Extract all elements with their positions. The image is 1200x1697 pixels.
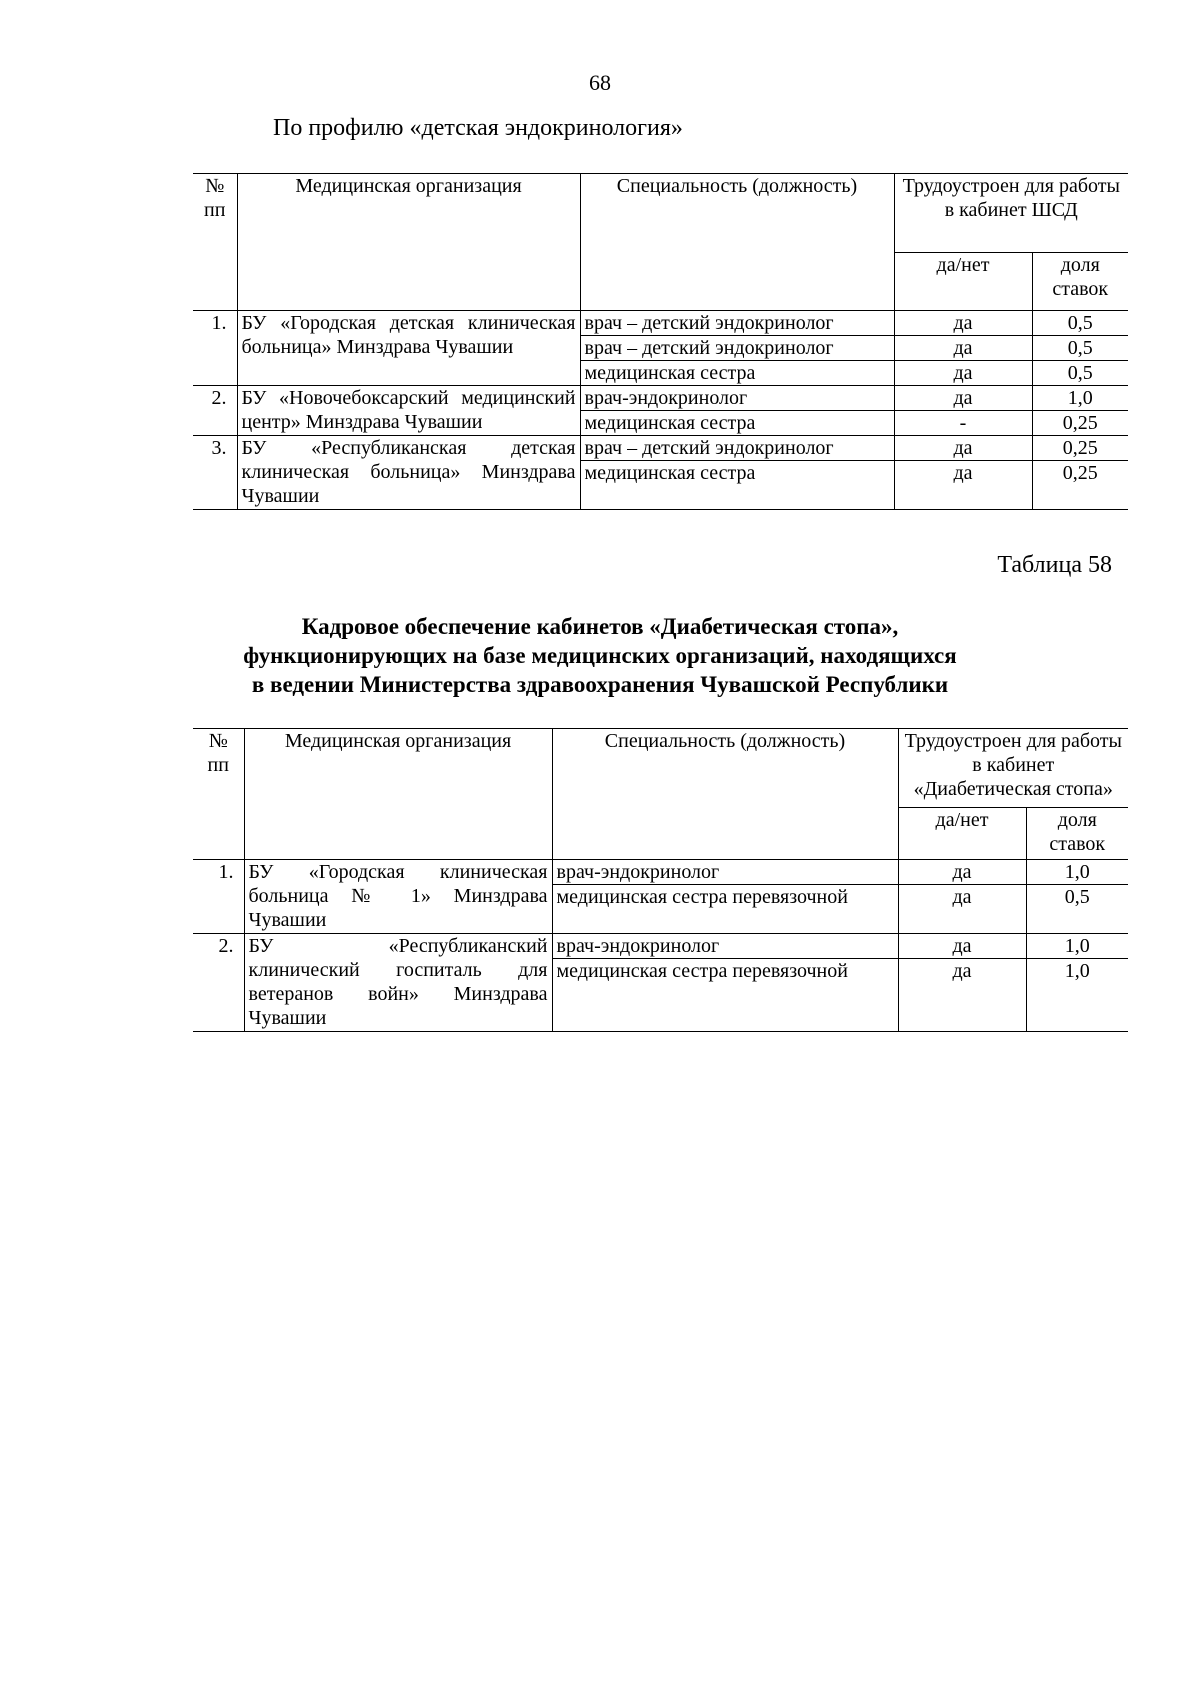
row-spec: врач – детский эндокринолог bbox=[580, 311, 894, 336]
row-rate: 0,5 bbox=[1032, 361, 1128, 386]
table-label: Таблица 58 bbox=[997, 552, 1112, 578]
row-yesno: да bbox=[894, 436, 1032, 461]
row-yesno: - bbox=[894, 411, 1032, 436]
header-spec: Специальность (должность) bbox=[552, 729, 898, 860]
row-spec: медицинская сестра bbox=[580, 461, 894, 510]
header-yesno: да/нет bbox=[898, 808, 1026, 860]
row-spec: медицинская сестра bbox=[580, 361, 894, 386]
row-org: БУ «Республиканский клинический госпиталь для ветеранов войн» Минздрава Чувашии bbox=[244, 934, 552, 1032]
table-title bbox=[0, 612, 1200, 699]
table-title-line: в ведении Министерства здравоохранения Чувашской Республики bbox=[251, 672, 949, 697]
row-yesno: да bbox=[894, 461, 1032, 510]
row-num: 2. bbox=[211, 387, 227, 409]
table-row bbox=[193, 934, 1128, 959]
table-row bbox=[193, 860, 1128, 885]
row-rate: 1,0 bbox=[1026, 860, 1128, 885]
row-yesno: да bbox=[894, 311, 1032, 336]
header-num: № пп bbox=[207, 730, 229, 776]
header-rate: доля ставок bbox=[1026, 808, 1128, 860]
row-yesno: да bbox=[894, 336, 1032, 361]
row-yesno: да bbox=[894, 361, 1032, 386]
row-yesno: да bbox=[894, 386, 1032, 411]
row-org: БУ «Городская клиническая больница № 1» Минздрава Чувашии bbox=[244, 860, 552, 934]
row-num: 2. bbox=[193, 934, 244, 1032]
row-org: БУ «Республиканская детская клиническая больница» Минздрава Чувашии bbox=[237, 436, 580, 510]
row-spec: медицинская сестра bbox=[580, 411, 894, 436]
table-row bbox=[193, 436, 1128, 461]
row-yesno: да bbox=[898, 959, 1026, 1032]
header-employed: Трудоустроен для работы в кабинет «Диабетическая стопа» bbox=[898, 729, 1128, 808]
row-rate: 1,0 bbox=[1026, 934, 1128, 959]
row-spec: врач – детский эндокринолог bbox=[580, 336, 894, 361]
row-yesno: да bbox=[898, 934, 1026, 959]
row-rate: 1,0 bbox=[1026, 959, 1128, 1032]
row-org: БУ «Городская детская клиническая больница» Минздрава Чувашии bbox=[237, 311, 580, 386]
header-employed: Трудоустроен для работы в кабинет ШСД bbox=[894, 174, 1128, 253]
row-rate: 0,5 bbox=[1026, 885, 1128, 934]
table-title-line: Кадровое обеспечение кабинетов «Диабетическая стопа», bbox=[301, 614, 899, 639]
row-spec: врач – детский эндокринолог bbox=[580, 436, 894, 461]
row-rate: 1,0 bbox=[1032, 386, 1128, 411]
row-rate: 0,5 bbox=[1032, 311, 1128, 336]
table-row bbox=[193, 311, 1128, 336]
row-spec: врач-эндокринолог bbox=[552, 860, 898, 885]
row-num: 3. bbox=[193, 436, 237, 510]
page-number: 68 bbox=[589, 70, 611, 95]
row-spec: медицинская сестра перевязочной bbox=[552, 885, 898, 934]
row-num: 1. bbox=[218, 861, 234, 883]
row-spec: врач-эндокринолог bbox=[580, 386, 894, 411]
header-spec: Специальность (должность) bbox=[580, 174, 894, 311]
row-org: БУ «Новочебоксарский медицинский центр» Минздрава Чувашии bbox=[237, 386, 580, 436]
row-yesno: да bbox=[898, 885, 1026, 934]
row-rate: 0,25 bbox=[1032, 411, 1128, 436]
staffing-table-pediatric bbox=[193, 173, 1128, 510]
row-yesno: да bbox=[898, 860, 1026, 885]
row-rate: 0,25 bbox=[1032, 436, 1128, 461]
table-title-line: функционирующих на базе медицинских организаций, находящихся bbox=[243, 643, 957, 668]
header-org: Медицинская организация bbox=[237, 174, 580, 311]
profile-heading: По профилю «детская эндокринология» bbox=[273, 115, 683, 141]
header-num: № пп bbox=[204, 175, 226, 221]
header-yesno: да/нет bbox=[894, 253, 1032, 311]
row-rate: 0,5 bbox=[1032, 336, 1128, 361]
row-num: 1. bbox=[211, 312, 227, 334]
table-row bbox=[193, 386, 1128, 411]
row-rate: 0,25 bbox=[1032, 461, 1128, 510]
header-org: Медицинская организация bbox=[244, 729, 552, 860]
staffing-table-diabetic-foot bbox=[193, 728, 1128, 1032]
header-rate: доля ставок bbox=[1032, 253, 1128, 311]
row-spec: медицинская сестра перевязочной bbox=[552, 959, 898, 1032]
row-spec: врач-эндокринолог bbox=[552, 934, 898, 959]
